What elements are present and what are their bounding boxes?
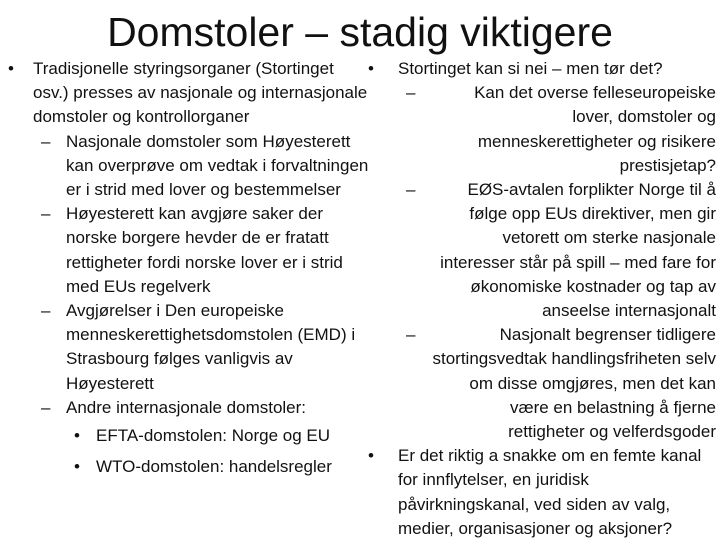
bullet-text: Stortinget kan si nei – men tør det? (398, 59, 663, 78)
dash-icon: – (41, 204, 51, 224)
dash-icon: – (41, 397, 51, 417)
sub-bullet-item (368, 323, 716, 444)
dash-icon: – (406, 83, 416, 103)
sub-sub-bullet-item (8, 424, 373, 448)
sub-sub-bullet-item (8, 455, 373, 479)
sub-bullet-item (8, 130, 373, 203)
sub-sub-bullet-text: WTO-domstolen: handelsregler (96, 457, 332, 477)
bullet-text: Er det riktig a snakke om en femte kanal for innflytelser, en juridisk påvirkningskanal, ved siden av valg, medier, organisasjoner og aksjoner? (398, 446, 702, 538)
sub-bullet-item (368, 81, 716, 178)
sub-bullet-text: Nasjonalt begrenser tidligere stortingsvedtak handlingsfriheten selv om disse omgjøres, men det kan være en belastning å fjerne rettigheter og velferdsgoder (432, 325, 716, 442)
sub-bullet-text: Høyesterett kan avgjøre saker der norske borgere hevder de er fratatt rettigheter fordi norske lover er i strid med EUs regelverk (66, 204, 343, 296)
bullet-dot-icon: • (74, 426, 80, 446)
bullet-dot-icon: • (368, 446, 374, 466)
bullet-dot-icon: • (74, 457, 80, 477)
sub-bullet-item (8, 299, 373, 396)
sub-bullet-text: Nasjonale domstoler som Høyesterett kan overprøve om vedtak i forvaltningen er i strid med lover og bestemmelser (66, 131, 369, 200)
sub-bullet-item (8, 396, 373, 420)
bullet-text: Tradisjonelle styringsorganer (Stortinget osv.) presses av nasjonale og internasjonale domstoler og kontrollorganer (33, 59, 368, 127)
sub-bullet-text: Andre internasjonale domstoler: (66, 397, 307, 417)
sub-bullet-text: Kan det overse felleseuropeiske lover, domstoler og menneskerettigheter og risikere prestisjetap? (474, 83, 716, 175)
sub-bullet-item (8, 202, 373, 299)
right-column (368, 57, 716, 541)
sub-sub-bullet-text: EFTA-domstolen: Norge og EU (96, 426, 330, 446)
dash-icon: – (41, 301, 51, 321)
bullet-dot-icon: • (8, 59, 14, 78)
dash-icon: – (406, 180, 416, 200)
sub-bullet-text: EØS-avtalen forplikter Norge til å følge opp EUs direktiver, men gir vetorett om sterke nasjonale interesser står på spill – med fare for økonomiske kostnader og tap av anseelse internasjonalt (440, 180, 716, 321)
bullet-dot-icon: • (368, 59, 374, 78)
bullet-item (368, 57, 716, 81)
dash-icon: – (406, 325, 416, 345)
slide-title: Domstoler – stadig viktigere (107, 9, 613, 55)
sub-bullet-item (368, 178, 716, 323)
dash-icon: – (41, 131, 51, 151)
sub-bullet-text: Avgjørelser i Den europeiske menneskerettighetsdomstolen (EMD) i Strasbourg følges vanligvis av Høyesterett (66, 301, 356, 393)
left-column (8, 57, 373, 479)
bullet-item (368, 444, 716, 541)
bullet-item (8, 57, 373, 130)
